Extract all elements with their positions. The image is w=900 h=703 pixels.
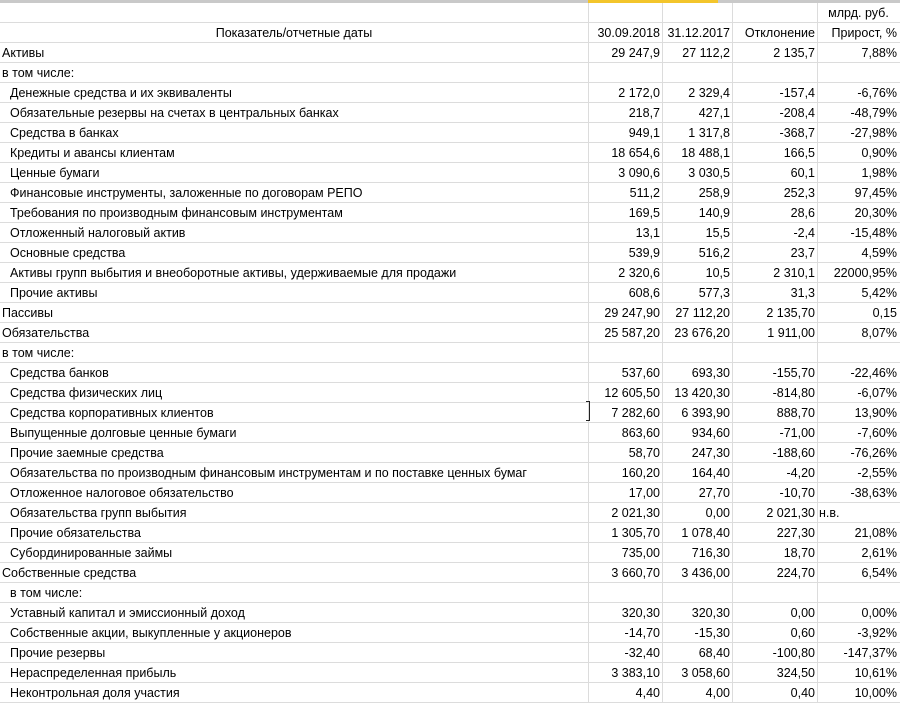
value-growth: 6,54% xyxy=(861,566,897,580)
table-row[interactable] xyxy=(0,563,900,583)
column-divider xyxy=(732,3,733,702)
row-label: Прочие активы xyxy=(10,286,98,300)
value-date1 xyxy=(588,583,662,602)
value-date1: 7 282,60 xyxy=(611,406,660,420)
table-row[interactable] xyxy=(0,203,900,223)
value-deviation: 0,40 xyxy=(790,686,815,700)
value-date2: 3 058,60 xyxy=(681,666,730,680)
value-date2: 1 317,8 xyxy=(688,126,730,140)
table-row[interactable] xyxy=(0,183,900,203)
value-date2: 258,9 xyxy=(698,186,730,200)
value-deviation: 227,30 xyxy=(776,526,815,540)
table-row[interactable] xyxy=(0,443,900,463)
value-date2: 27,70 xyxy=(698,486,730,500)
header-indicator: Показатель/отчетные даты xyxy=(215,26,373,40)
value-deviation: -71,00 xyxy=(779,426,815,440)
unit-row[interactable] xyxy=(0,3,900,23)
row-label: Собственные средства xyxy=(2,566,137,580)
value-date2: 27 112,2 xyxy=(682,46,730,60)
value-deviation: -157,4 xyxy=(779,86,815,100)
value-deviation: 252,3 xyxy=(783,186,815,200)
header-growth: Прирост, % xyxy=(831,26,897,40)
value-date2: 140,9 xyxy=(698,206,730,220)
value-growth: 20,30% xyxy=(854,206,897,220)
value-deviation: 18,70 xyxy=(783,546,815,560)
table-row[interactable] xyxy=(0,423,900,443)
value-date2: 164,40 xyxy=(691,466,730,480)
value-growth: 22000,95% xyxy=(833,266,897,280)
row-label: Средства банков xyxy=(10,366,109,380)
value-growth: -147,37% xyxy=(843,646,897,660)
row-label: Выпущенные долговые ценные бумаги xyxy=(10,426,237,440)
value-deviation: 224,70 xyxy=(776,566,815,580)
value-date1: 735,00 xyxy=(621,546,660,560)
value-deviation: -2,4 xyxy=(793,226,815,240)
value-growth: 13,90% xyxy=(854,406,897,420)
table-row[interactable] xyxy=(0,103,900,123)
row-label: Отложенный налоговый актив xyxy=(10,226,186,240)
row-label: Нераспределенная прибыль xyxy=(10,666,177,680)
value-date1: 169,5 xyxy=(628,206,660,220)
value-growth: -6,76% xyxy=(857,86,897,100)
table-row[interactable] xyxy=(0,543,900,563)
row-label: Собственные акции, выкупленные у акционеров xyxy=(10,626,292,640)
header-date1: 30.09.2018 xyxy=(597,26,660,40)
value-growth: -27,98% xyxy=(850,126,897,140)
row-label: Прочие заемные средства xyxy=(10,446,164,460)
value-date2: 13 420,30 xyxy=(674,386,730,400)
value-growth: -22,46% xyxy=(850,366,897,380)
value-date1: 13,1 xyxy=(635,226,660,240)
table-row[interactable] xyxy=(0,283,900,303)
row-label: Основные средства xyxy=(10,246,126,260)
table-row[interactable] xyxy=(0,483,900,503)
table-row[interactable] xyxy=(0,163,900,183)
value-deviation: -368,7 xyxy=(779,126,815,140)
table-row[interactable] xyxy=(0,603,900,623)
value-date2: 23 676,20 xyxy=(674,326,730,340)
value-date2: 427,1 xyxy=(698,106,730,120)
value-growth: -38,63% xyxy=(850,486,897,500)
row-label: Кредиты и авансы клиентам xyxy=(10,146,175,160)
value-date2: 68,40 xyxy=(698,646,730,660)
row-label: Ценные бумаги xyxy=(10,166,100,180)
header-row[interactable] xyxy=(0,23,900,43)
row-label: Обязательства xyxy=(2,326,90,340)
value-date1: 539,9 xyxy=(628,246,660,260)
value-date2: 934,60 xyxy=(691,426,730,440)
row-label: Активы групп выбытия и внеоборотные активы, удерживаемые для продажи xyxy=(10,266,457,280)
header-deviation: Отклонение xyxy=(744,26,815,40)
value-growth: -7,60% xyxy=(857,426,897,440)
value-date1: 12 605,50 xyxy=(604,386,660,400)
value-deviation: 166,5 xyxy=(783,146,815,160)
value-date1: 29 247,9 xyxy=(611,46,660,60)
value-date1: 863,60 xyxy=(621,426,660,440)
row-label: Неконтрольная доля участия xyxy=(10,686,180,700)
value-deviation: 23,7 xyxy=(790,246,815,260)
value-date2 xyxy=(662,63,732,82)
table-row[interactable] xyxy=(0,523,900,543)
row-label: Обязательства групп выбытия xyxy=(10,506,187,520)
value-date1: 2 021,30 xyxy=(611,506,660,520)
value-date2: 1 078,40 xyxy=(681,526,730,540)
row-label: Финансовые инструменты, заложенные по договорам РЕПО xyxy=(10,186,363,200)
value-deviation: -208,4 xyxy=(779,106,815,120)
row-label: Денежные средства и их эквиваленты xyxy=(10,86,232,100)
unit-label: млрд. руб. xyxy=(828,6,889,20)
value-deviation: 1 911,00 xyxy=(767,326,815,340)
value-growth: 7,88% xyxy=(861,46,897,60)
value-date2: 3 030,5 xyxy=(688,166,730,180)
table-row[interactable] xyxy=(0,143,900,163)
value-growth: 1,98% xyxy=(861,166,897,180)
table-row[interactable] xyxy=(0,363,900,383)
table-row[interactable] xyxy=(0,403,900,423)
value-growth: н.в. xyxy=(819,506,840,520)
table-row[interactable] xyxy=(0,43,900,63)
table-row[interactable] xyxy=(0,223,900,243)
value-date2: 27 112,20 xyxy=(675,306,730,320)
value-deviation: -155,70 xyxy=(772,366,815,380)
table-row[interactable] xyxy=(0,303,900,323)
column-divider xyxy=(588,3,589,702)
value-growth: -15,48% xyxy=(850,226,897,240)
table-row[interactable] xyxy=(0,503,900,523)
table-row[interactable] xyxy=(0,683,900,703)
header-date2: 31.12.2017 xyxy=(667,26,730,40)
row-label: Уставный капитал и эмиссионный доход xyxy=(10,606,245,620)
table-row[interactable] xyxy=(0,343,900,363)
value-date1: 18 654,6 xyxy=(611,146,660,160)
value-growth xyxy=(817,583,900,602)
column-divider xyxy=(817,3,818,702)
row-label: Пассивы xyxy=(2,306,54,320)
table-row[interactable] xyxy=(0,383,900,403)
value-date2: 320,30 xyxy=(691,606,730,620)
value-deviation: 28,6 xyxy=(790,206,815,220)
value-date1: 2 172,0 xyxy=(618,86,660,100)
value-deviation: -100,80 xyxy=(772,646,815,660)
value-growth: 10,61% xyxy=(854,666,897,680)
row-label: в том числе: xyxy=(10,586,83,600)
value-date1: 160,20 xyxy=(621,466,660,480)
value-date1: 320,30 xyxy=(621,606,660,620)
row-label: Средства в банках xyxy=(10,126,119,140)
table-row[interactable] xyxy=(0,583,900,603)
row-label: Обязательства по производным финансовым инструментам и по поставке ценных бумаг xyxy=(10,466,527,480)
table-row[interactable] xyxy=(0,663,900,683)
value-deviation: -814,80 xyxy=(772,386,815,400)
value-date2: 693,30 xyxy=(691,366,730,380)
value-date2: 2 329,4 xyxy=(688,86,730,100)
row-label: Субординированные займы xyxy=(10,546,173,560)
active-cell-indicator xyxy=(586,401,590,421)
value-date2: -15,30 xyxy=(694,626,730,640)
value-date2: 4,00 xyxy=(705,686,730,700)
value-date2: 0,00 xyxy=(705,506,730,520)
value-growth: 21,08% xyxy=(854,526,897,540)
value-date1: 3 090,6 xyxy=(618,166,660,180)
value-growth: 8,07% xyxy=(861,326,897,340)
value-date2: 247,30 xyxy=(691,446,730,460)
table-row[interactable] xyxy=(0,243,900,263)
value-date2: 10,5 xyxy=(705,266,730,280)
row-label: Обязательные резервы на счетах в центральных банках xyxy=(10,106,339,120)
row-label: в том числе: xyxy=(2,66,75,80)
value-deviation: 888,70 xyxy=(776,406,815,420)
row-label: в том числе: xyxy=(2,346,75,360)
value-date1 xyxy=(588,63,662,82)
value-growth: 2,61% xyxy=(861,546,897,560)
value-date1: 4,40 xyxy=(635,686,660,700)
value-deviation: -188,60 xyxy=(772,446,815,460)
value-date1: 3 660,70 xyxy=(611,566,660,580)
value-growth: -3,92% xyxy=(857,626,897,640)
value-date2 xyxy=(662,583,732,602)
row-label: Средства корпоративных клиентов xyxy=(10,406,214,420)
row-label: Прочие обязательства xyxy=(10,526,141,540)
value-deviation: 0,60 xyxy=(790,626,815,640)
value-date1: 25 587,20 xyxy=(604,326,660,340)
row-label: Активы xyxy=(2,46,45,60)
value-growth xyxy=(817,63,900,82)
value-growth: -2,55% xyxy=(857,466,897,480)
value-deviation xyxy=(732,583,817,602)
value-deviation: 60,1 xyxy=(790,166,815,180)
table-row[interactable] xyxy=(0,323,900,343)
value-date1: 17,00 xyxy=(628,486,660,500)
value-date1: 3 383,10 xyxy=(611,666,660,680)
value-date2: 577,3 xyxy=(698,286,730,300)
row-label: Требования по производным финансовым инструментам xyxy=(10,206,343,220)
value-growth: 0,90% xyxy=(861,146,897,160)
value-date2: 6 393,90 xyxy=(681,406,730,420)
value-date1: 949,1 xyxy=(628,126,660,140)
row-label: Средства физических лиц xyxy=(10,386,163,400)
value-date1 xyxy=(588,343,662,362)
value-deviation: -4,20 xyxy=(786,466,815,480)
value-growth: 0,15 xyxy=(872,306,897,320)
value-date1: 218,7 xyxy=(628,106,660,120)
value-date1: -14,70 xyxy=(624,626,660,640)
column-divider xyxy=(662,3,663,702)
value-date1: 511,2 xyxy=(629,186,660,200)
table-row[interactable] xyxy=(0,623,900,643)
value-date1: 1 305,70 xyxy=(611,526,660,540)
table-row[interactable] xyxy=(0,263,900,283)
table-row[interactable] xyxy=(0,643,900,663)
value-date1: -32,40 xyxy=(624,646,660,660)
row-label: Отложенное налоговое обязательство xyxy=(10,486,234,500)
value-date2 xyxy=(662,343,732,362)
value-date2: 716,30 xyxy=(691,546,730,560)
value-growth: -76,26% xyxy=(850,446,897,460)
table-row[interactable] xyxy=(0,63,900,83)
value-date1: 537,60 xyxy=(621,366,660,380)
value-date2: 18 488,1 xyxy=(681,146,730,160)
value-growth xyxy=(817,343,900,362)
value-deviation: 2 135,70 xyxy=(766,306,815,320)
value-deviation: 324,50 xyxy=(776,666,815,680)
value-growth: 5,42% xyxy=(861,286,897,300)
value-date2: 3 436,00 xyxy=(681,566,730,580)
value-deviation: 2 135,7 xyxy=(773,46,815,60)
value-date2: 15,5 xyxy=(705,226,730,240)
value-growth: 4,59% xyxy=(861,246,897,260)
value-date1: 608,6 xyxy=(628,286,660,300)
value-deviation: 2 310,1 xyxy=(773,266,815,280)
value-growth: 97,45% xyxy=(854,186,897,200)
value-growth: 0,00% xyxy=(861,606,897,620)
value-date1: 58,70 xyxy=(628,446,660,460)
row-label: Прочие резервы xyxy=(10,646,106,660)
value-growth: -6,07% xyxy=(857,386,897,400)
value-date2: 516,2 xyxy=(698,246,730,260)
value-deviation xyxy=(732,63,817,82)
value-deviation xyxy=(732,343,817,362)
value-deviation: 0,00 xyxy=(790,606,815,620)
table-row[interactable] xyxy=(0,463,900,483)
table-row[interactable] xyxy=(0,83,900,103)
value-deviation: 31,3 xyxy=(790,286,815,300)
value-growth: -48,79% xyxy=(850,106,897,120)
table-row[interactable] xyxy=(0,123,900,143)
value-date1: 29 247,90 xyxy=(604,306,660,320)
value-deviation: -10,70 xyxy=(779,486,815,500)
value-growth: 10,00% xyxy=(854,686,897,700)
value-date1: 2 320,6 xyxy=(618,266,660,280)
value-deviation: 2 021,30 xyxy=(766,506,815,520)
